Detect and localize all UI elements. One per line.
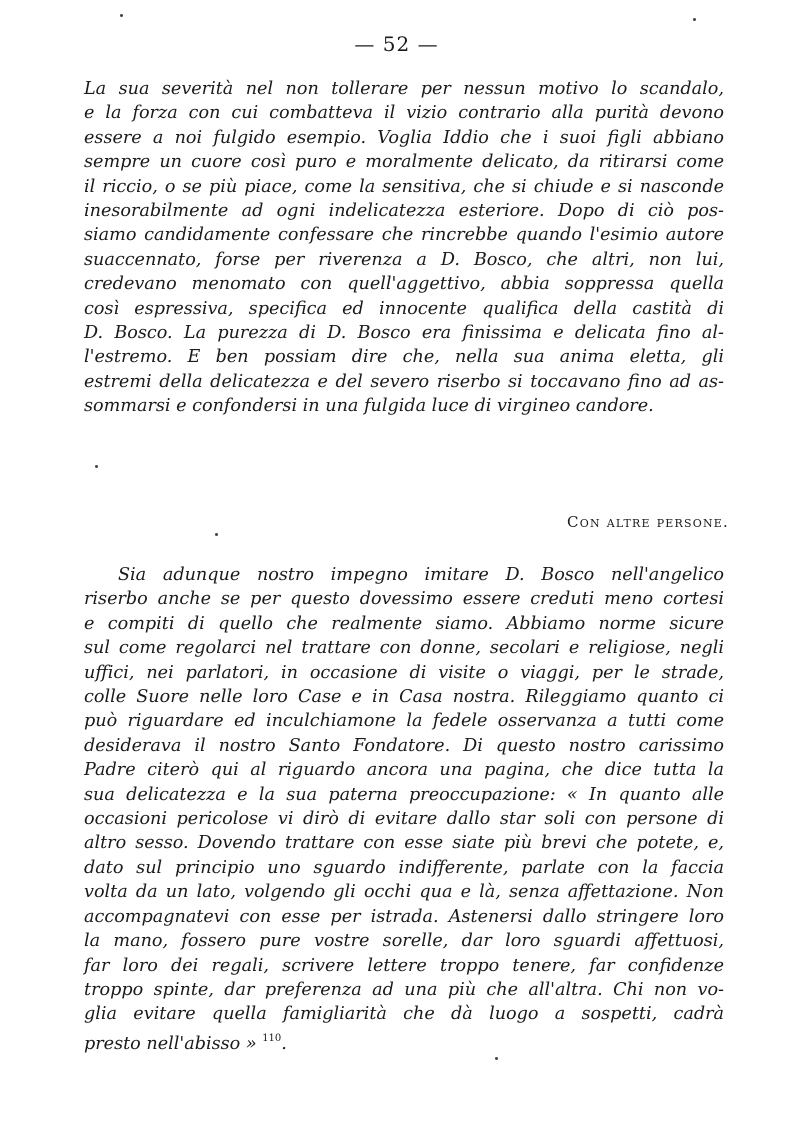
text-line: occasioni pericolose vi dirò di evitare dallo star soli con persone di [84,809,724,830]
text-line: sempre un cuore così puro e moralmente delicato, da ritirarsi come [84,152,724,173]
paragraph-other-persons [84,563,724,1056]
final-punctuation: . [281,1033,287,1054]
text-line: può riguardare ed inculchiamone la fedele osservanza a tutti come [84,711,724,732]
page-number: — 52 — [354,32,439,56]
text-line: riserbo anche se per questo dovessimo essere creduti meno cortesi [84,589,724,610]
text-line: e la forza con cui combatteva il vizio contrario alla purità devono [84,103,724,124]
scan-speck [215,533,218,536]
footnote-reference: 110 [262,1032,282,1044]
text-line: sul come regolarci nel trattare con donne, secolari e religiose, negli [84,638,724,659]
text-line: l'estremo. E ben possiam dire che, nella sua anima eletta, gli [84,347,724,368]
text-line: accompagnatevi con esse per istrada. Astenersi dallo stringere loro [84,906,724,927]
text-line: D. Bosco. La purezza di D. Bosco era finissima e delicata fino al- [84,323,724,344]
text-line: desiderava il nostro Santo Fondatore. Di questo nostro carissimo [84,735,724,756]
text-line: Padre citerò qui al riguardo ancora una pagina, che dice tutta la [84,760,724,781]
text-line: così espressiva, specifica ed innocente qualifica della castità di [84,298,724,319]
text-line: e compiti di quello che realmente siamo. Abbiamo norme sicure [84,613,724,634]
text-line: il riccio, o se più piace, come la sensitiva, che si chiude e si nasconde [84,176,724,197]
text-line: suaccennato, forse per riverenza a D. Bosco, che altri, non lui, [84,249,724,270]
text-line: glia evitare quella famigliarità che dà luogo a sospetti, cadrà [84,1004,724,1025]
text-line: La sua severità nel non tollerare per nessun motivo lo scandalo, [84,79,724,99]
text-line: siamo candidamente confessare che rincrebbe quando l'esimio autore [84,225,724,246]
scan-speck [120,14,123,17]
text-line: estremi della delicatezza e del severo riserbo si toccavano fino ad as- [84,371,724,392]
text-line: uffici, nei parlatori, in occasione di visite o viaggi, per le strade, [84,662,724,683]
scan-speck [95,465,98,468]
text-line: colle Suore nelle loro Case e in Casa nostra. Rileggiamo quanto ci [84,687,724,708]
scan-speck [693,18,696,21]
text-line: sommarsi e confondersi in una fulgida luce di virgineo candore. [84,396,654,417]
text-line: troppo spinte, dar preferenza ad una più che all'altra. Chi non vo- [84,979,724,1000]
text-line: Sia adunque nostro impegno imitare D. Bosco nell'angelico [118,565,724,585]
text-line: altro sesso. Dovendo trattare con esse siate più brevi che potete, e, [84,833,724,854]
scan-speck [495,1057,498,1060]
text-line-content: presto nell'abisso » [84,1033,257,1054]
text-line: credevano menomato con quell'aggettivo, abbia soppressa quella [84,274,724,295]
text-line: inesorabilmente ad ogni indelicatezza esteriore. Dopo di ciò pos- [84,201,724,222]
text-line: la mano, fossero pure vostre sorelle, dar loro sguardi affettuosi, [84,931,724,952]
text-line-final [84,1027,724,1056]
text-line: essere a noi fulgido esempio. Voglia Iddio che i suoi figli abbiano [84,127,724,148]
paragraph-purity [84,77,724,419]
text-line: dato sul principio uno sguardo indifferente, parlate con la faccia [84,857,724,878]
text-line: far loro dei regali, scrivere lettere troppo tenere, far confidenze [84,955,724,976]
text-line: volta da un lato, volgendo gli occhi qua e là, senza affettazione. Non [84,882,724,903]
section-heading: Con altre persone. [567,513,729,531]
text-line: sua delicatezza e la sua paterna preoccupazione: « In quanto alle [84,784,724,805]
